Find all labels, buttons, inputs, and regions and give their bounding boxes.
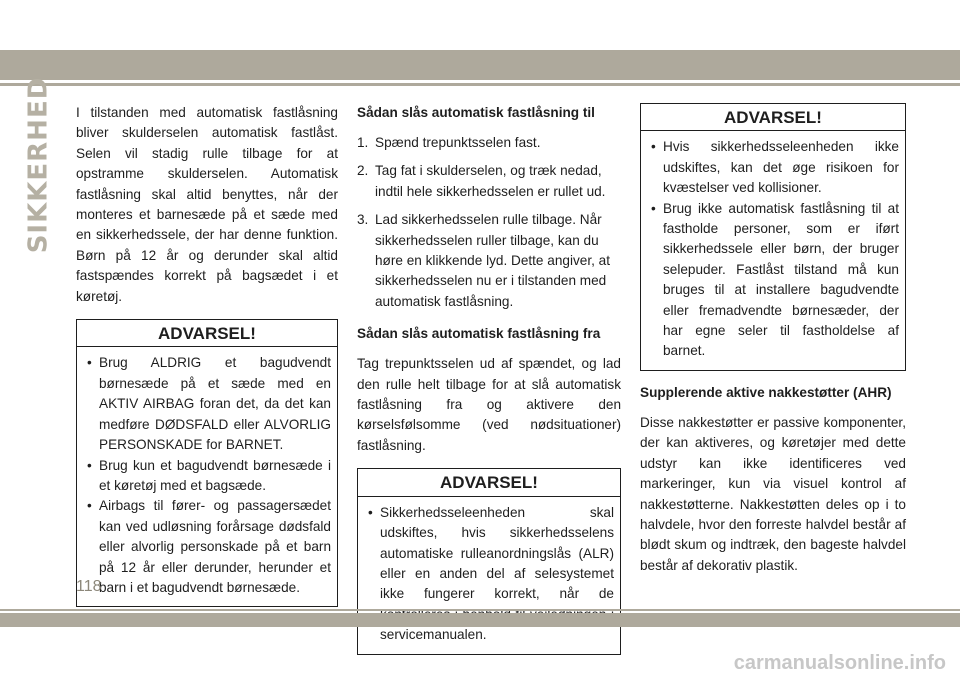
column-1 xyxy=(76,103,338,619)
heading-ahr: Supplerende aktive nakkestøtter (AHR) xyxy=(640,384,892,400)
disable-paragraph: Tag trepunktsselen ud af spændet, og lad den rulle helt tilbage for at slå automatisk fastlåsning fra og aktivere den kørselsfølsomme (ved nødsituationer) fastlåsning. xyxy=(357,356,621,453)
warning-title: ADVARSEL! xyxy=(77,320,337,347)
warning-list xyxy=(358,497,620,654)
warning-title: ADVARSEL! xyxy=(358,469,620,496)
header-band xyxy=(0,50,960,80)
section-tab xyxy=(16,76,60,254)
warning-item: • Hvis sikkerhedsseleenheden ikke udskiftes, kan det øge risikoen for kvæstelser ved kollisioner. xyxy=(651,137,899,198)
warning-list xyxy=(77,347,337,606)
warning-item: • Airbags til fører- og passagersædet kan ved udløsning forårsage dødsfald eller alvorlig personskade på et barn på 12 år eller derunder, herunder et barn i et bagudvendt børnesæde. xyxy=(87,496,331,598)
header-rule xyxy=(0,83,960,86)
bullet-icon: • xyxy=(87,355,92,371)
warning-item: • Sikkerhedsseleenheden skal udskiftes, hvis sikkerhedsselens automatiske rulleanordningslås (ALR) eller en anden del af selesystemet ikke fungerer korrekt, når de servicemanualen. xyxy=(368,503,614,646)
warning-box-1 xyxy=(76,319,338,607)
bullet-icon: • xyxy=(651,200,656,216)
column-2 xyxy=(357,103,621,667)
heading-enable-auto-lock: Sådan slås automatisk fastlåsning til xyxy=(357,105,595,120)
page-number: 118 xyxy=(76,578,102,595)
warning-title: ADVARSEL! xyxy=(641,104,905,131)
watermark-text: carmanualsonline.info xyxy=(733,652,946,674)
warning-list xyxy=(641,131,905,369)
bullet-icon: • xyxy=(651,139,656,155)
bullet-icon: • xyxy=(87,457,92,473)
warning-item: • Brug kun et bagudvendt børnesæde i et køretøj med et bagsæde. xyxy=(87,456,331,497)
step-item: 3. Lad sikkerhedsselen rulle tilbage. Når sikkerhedsselen ruller tilbage, kan du høre en klikkende lyd. Dette angiver, at sikkerhedsselen nu er i tilstanden med automatisk fastlåsning. xyxy=(357,212,610,309)
heading-disable-auto-lock: Sådan slås automatisk fastlåsning fra xyxy=(357,326,601,342)
footer-rule xyxy=(0,609,960,611)
ahr-paragraph: Disse nakkestøtter er passive komponenter, der kan aktiveres, og køretøjer med dette udstyr kan ikke identificeres ved markeringer, kun via visuel kontrol af nakkestøtterne. Nakkestøtten deles op i to halvdele, hvor den forreste halvdel består af blødt skum og indtræk, den bageste halvdel består af dekorativ plastik. xyxy=(640,414,906,573)
column-3 xyxy=(640,103,906,588)
steps-list xyxy=(357,133,621,312)
step-item: 1. Spænd trepunktsselen fast. xyxy=(357,135,541,150)
warning-item: • Brug ALDRIG et bagudvendt børnesæde på et sæde med en AKTIV AIRBAG foran det, da det kan medføre DØDSFALD eller ALVORLIG PERSONSKADE for BARNET. xyxy=(87,353,331,455)
warning-box-3 xyxy=(640,103,906,371)
section-tab-label: SIKKERHED xyxy=(23,76,54,254)
footer-band xyxy=(0,613,960,627)
bullet-icon: • xyxy=(368,504,373,520)
step-item: 2. Tag fat i skulderselen, og træk nedad, indtil hele sikkerhedsselen er rullet ud. xyxy=(357,163,606,199)
bullet-icon: • xyxy=(87,498,92,514)
warning-item: • Brug ikke automatisk fastlåsning til at fastholde personer, som er iført sikkerhedssele eller børn, der bruger selepuder. Fastlåst tilstand må kun bruges til at installere bagudvendte eller fremadvendte børnesæder, der har egne seler til fastholdelse af barnet. xyxy=(651,199,899,362)
intro-paragraph: I tilstanden med automatisk fastlåsning bliver skulderselen automatisk fastlåst. Selen vil stadig rulle tilbage for at opstramme skulderselen. Automatisk fastlåsning skal altid benyttes, når der monteres et barnesæde på et sæde med en sikkerhedssele, der har denne funktion. Børn på 12 år og derunder skal altid fastspændes korrekt på bagsædet i et køretøj. xyxy=(76,105,338,304)
